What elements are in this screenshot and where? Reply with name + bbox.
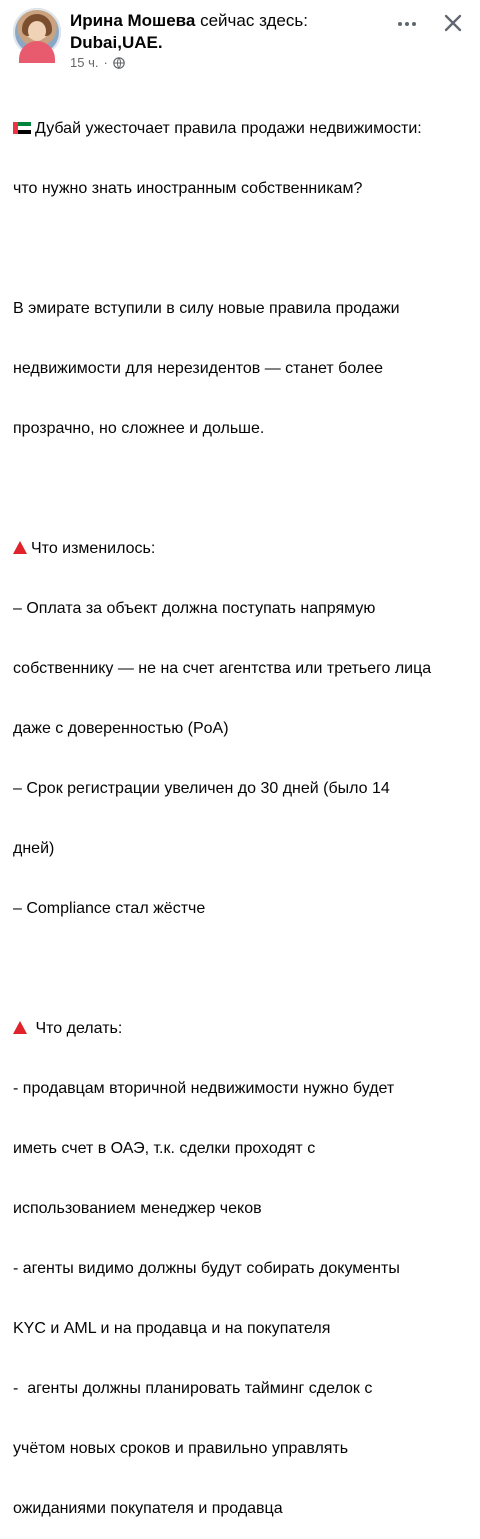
post-line: Что делать: [13, 1019, 473, 1039]
post-line: дней) [13, 840, 55, 857]
avatar[interactable] [13, 8, 61, 56]
post-title [70, 10, 390, 54]
post-line: - агенты должны планировать тайминг сделок с [13, 1380, 373, 1397]
post-line: KYC и AML и на продавца и на покупателя [13, 1320, 331, 1337]
post-line: В эмирате вступили в силу новые правила продажи [13, 300, 400, 317]
close-icon[interactable] [442, 12, 464, 34]
post-line [13, 239, 473, 259]
meta-separator: · [103, 55, 108, 70]
post-line: что нужно знать иностранным собственникам? [13, 180, 363, 197]
post-time[interactable]: 15 ч. [70, 55, 99, 70]
post-meta [70, 55, 125, 71]
post-line [13, 479, 473, 499]
location-link[interactable]: Dubai,UAE. [70, 33, 163, 52]
red-triangle-icon [13, 541, 27, 554]
post-line [13, 959, 473, 979]
post-line: собственнику — не на счет агентства или третьего лица [13, 660, 432, 677]
post-line: – Оплата за объект должна поступать напрямую [13, 600, 376, 617]
status-text: сейчас здесь: [200, 11, 308, 30]
post-header [0, 0, 480, 76]
post-line: Дубай ужесточает правила продажи недвижимости: [13, 119, 473, 139]
post-content [13, 79, 473, 1539]
post-line: прозрачно, но сложнее и дольше. [13, 420, 265, 437]
post-line: даже с доверенностью (PoA) [13, 720, 229, 737]
post-line: - агенты видимо должны будут собирать документы [13, 1260, 400, 1277]
post-line: ожиданиями покупателя и продавца [13, 1500, 283, 1517]
post-line: учётом новых сроков и правильно управлять [13, 1440, 349, 1457]
post-line: - продавцам вторичной недвижимости нужно будет [13, 1080, 395, 1097]
more-dots-icon[interactable] [394, 16, 420, 32]
post-line: – Compliance стал жёстче [13, 900, 206, 917]
post-line: Что изменилось: [13, 539, 473, 559]
globe-icon [113, 57, 125, 69]
post-line: иметь счет в ОАЭ, т.к. сделки проходят с [13, 1140, 316, 1157]
red-triangle-icon [13, 1021, 27, 1034]
post-line: использованием менеджер чеков [13, 1200, 262, 1217]
post-line: недвижимости для нерезидентов — станет более [13, 360, 384, 377]
post-line: – Срок регистрации увеличен до 30 дней (было 14 [13, 780, 390, 797]
uae-flag-icon [13, 120, 31, 132]
author-name[interactable]: Ирина Мошева [70, 11, 196, 30]
